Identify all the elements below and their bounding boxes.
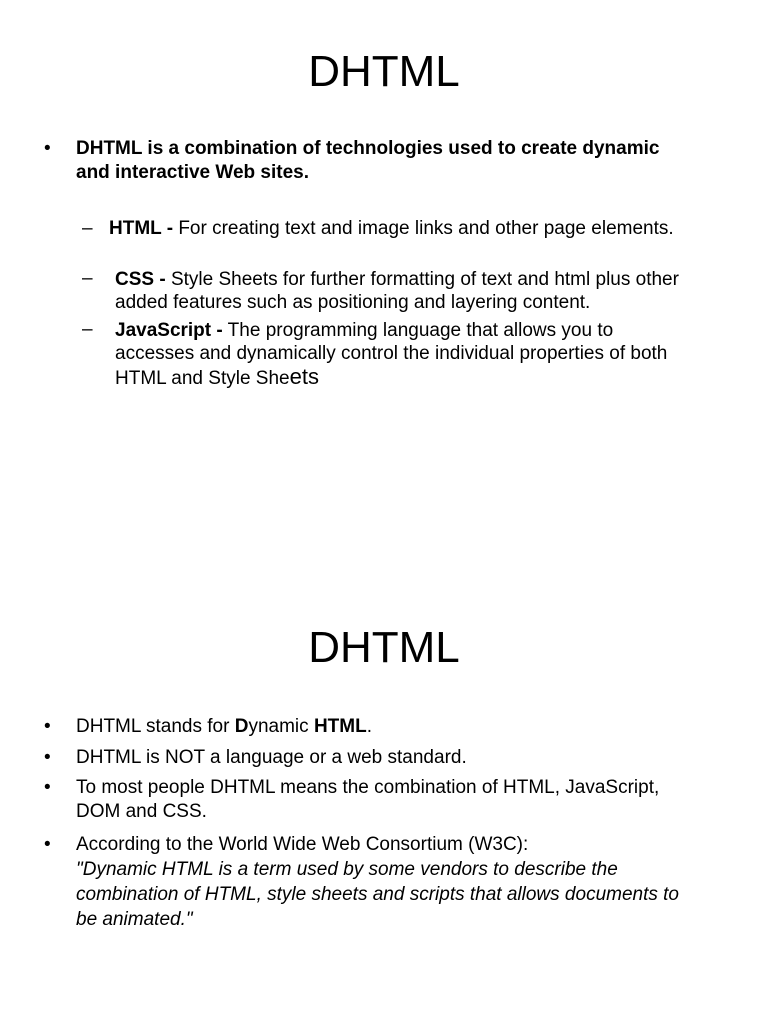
bullet-marker: • xyxy=(44,834,51,855)
bullet-stands-for-html: HTML xyxy=(313,716,367,737)
slide-2-title: DHTML xyxy=(308,623,460,672)
item-html xyxy=(109,217,729,240)
bullet-marker: • xyxy=(44,777,51,798)
bullet-stands-for-end: . xyxy=(366,716,372,737)
bullet-marker: • xyxy=(44,747,51,768)
slide-1-title: DHTML xyxy=(308,47,460,96)
bullet-not-language: DHTML is NOT a language or a web standard. xyxy=(76,747,467,768)
bullet-stands-for-d: D xyxy=(234,716,249,737)
bullet-marker: • xyxy=(44,138,51,159)
item-css-desc: Style Sheets for further formatting of text and html plus other added features such as positioning and layering content. xyxy=(115,269,679,313)
bullet-w3c xyxy=(76,833,696,932)
bullet-most-people: To most people DHTML means the combination of HTML, JavaScript, DOM and CSS. xyxy=(76,777,660,822)
bullet-marker: • xyxy=(44,716,51,737)
bullet-w3c-quote: "Dynamic HTML is a term used by some vendors to describe the combination of HTML, style sheets and scripts that allows documents to be animated." xyxy=(76,859,679,930)
item-html-desc: For creating text and image links and other page elements. xyxy=(178,218,674,239)
item-css xyxy=(115,268,715,314)
item-html-term: HTML - xyxy=(109,218,174,239)
dash-marker: – xyxy=(82,268,93,289)
item-javascript-desc-tail: ets xyxy=(289,364,319,389)
item-javascript-desc: The programming language that allows you to accesses and dynamically control the individual properties of both HTML and Style She xyxy=(115,320,668,389)
item-javascript xyxy=(115,319,695,390)
intro-text: DHTML is a combination of technologies used to create dynamic and interactive Web sites. xyxy=(76,138,660,183)
bullet-stands-for-prefix: DHTML stands for xyxy=(76,716,235,737)
dash-marker: – xyxy=(82,218,93,239)
bullet-stands-for-mid: ynamic xyxy=(248,716,314,737)
bullet-stands-for xyxy=(76,715,736,739)
item-css-term: CSS - xyxy=(115,269,166,290)
bullet-w3c-intro: According to the World Wide Web Consortium (W3C): xyxy=(76,834,529,855)
slide-2 xyxy=(0,512,768,1024)
item-javascript-term: JavaScript - xyxy=(115,320,223,341)
dash-marker: – xyxy=(82,319,93,340)
